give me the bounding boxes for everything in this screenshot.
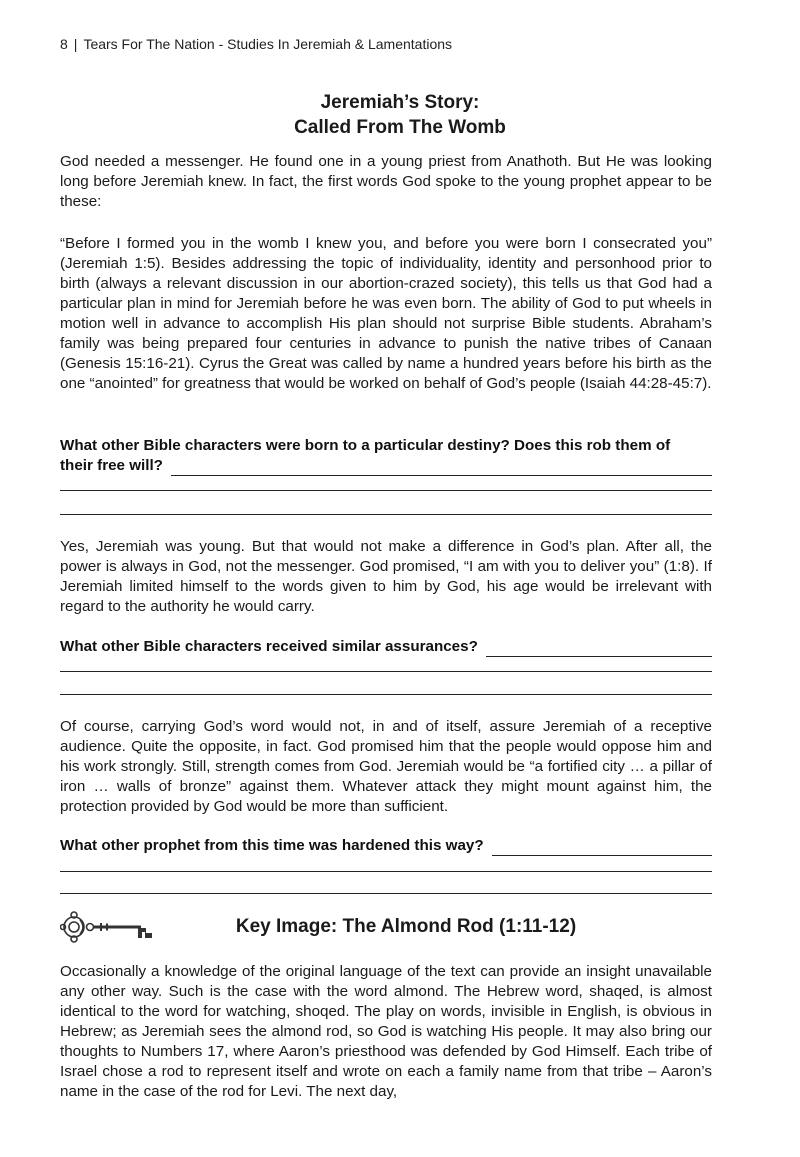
- chapter-title-line-2: Called From The Womb: [294, 117, 506, 138]
- running-head: [60, 36, 452, 52]
- paragraph-receptive: Of course, carrying God’s word would not, in and of itself, assure Jeremiah of a receptive audience. Quite the opposite, in fact. God promised him that the people would oppose him and his work strongly. Still, strength comes from God. Jeremiah would be “a fortified city … a pillar of iron … walls of bronze” against them. Whatever attack they might mount against him, the protection provided by God would be more than sufficient.: [60, 718, 712, 815]
- paragraph-intro: God needed a messenger. He found one in a young priest from Anathoth. But He was looking long before Jeremiah knew. In fact, the first words God spoke to the young prophet appear to be these:: [60, 153, 712, 210]
- page-number: 8: [60, 36, 68, 52]
- answer-blank-1[interactable]: [171, 461, 712, 476]
- key-image-heading: Key Image: The Almond Rod (1:11-12): [235, 916, 577, 937]
- question-1-line-1: What other Bible characters were born to a particular destiny? Does this rob them of: [60, 437, 671, 454]
- answer-line-1a[interactable]: [60, 490, 712, 491]
- answer-blank-3[interactable]: [492, 841, 712, 856]
- question-2: [60, 637, 712, 657]
- chapter-title-line-1: Jeremiah’s Story:: [320, 92, 480, 113]
- answer-line-1b[interactable]: [60, 514, 712, 515]
- header-separator: |: [73, 36, 78, 52]
- answer-line-3a[interactable]: [60, 871, 712, 872]
- paragraph-young: Yes, Jeremiah was young. But that would not make a difference in God’s plan. After all, the power is always in God, not the messenger. God promised, “I am with you to deliver you” (1:8). If Jeremiah limited himself to the words given to him by God, his age would be irrelevant with regard to the authority he would carry.: [60, 538, 712, 615]
- chapter-title: [0, 90, 800, 140]
- question-3: [60, 836, 712, 856]
- answer-line-2b[interactable]: [60, 694, 712, 695]
- answer-blank-2[interactable]: [486, 642, 712, 657]
- book-title: Tears For The Nation - Studies In Jeremiah & Lamentations: [83, 36, 453, 52]
- question-3-text: What other prophet from this time was hardened this way?: [60, 837, 484, 854]
- question-1: [60, 436, 712, 476]
- answer-line-3b[interactable]: [60, 893, 712, 894]
- answer-line-2a[interactable]: [60, 671, 712, 672]
- paragraph-almond: Occasionally a knowledge of the original language of the text can provide an insight unavailable any other way. Such is the case with the word almond. The Hebrew word, shaqed, is almost identical to the word for watching, shoqed. The play on words, invisible in English, is obvious in Hebrew; as Jeremiah sees the almond rod, so God is watching His people. It may also bring our thoughts to Numbers 17, where Aaron’s priesthood was defended by God Himself. Each tribe of Israel chose a rod to represent itself and wrote on each a family name from that tribe – Aaron’s name in the case of the rod for Levi. The next day,: [60, 963, 712, 1100]
- key-image-section: [60, 906, 712, 946]
- question-2-text: What other Bible characters received similar assurances?: [60, 638, 478, 655]
- paragraph-before-womb: “Before I formed you in the womb I knew you, and before you were born I consecrated you” (Jeremiah 1:5). Besides addressing the topic of individuality, identity and personhood prior to birth (always a relevant discussion in our abortion-crazed society), this tells us that God had a particular plan in mind for Jeremiah before he was even born. The ability of God to put wheels in motion well in advance to accomplish His plan should not surprise Bible students. Abraham’s family was being prepared four centuries in advance to punish the native tribes of Canaan (Genesis 15:16-21). Cyrus the Great was called by name a hundred years before his birth as the one “anointed” for greatness that would be worked on behalf of God’s people (Isaiah 44:28-45:7).: [60, 235, 712, 392]
- question-1-line-2: their free will?: [60, 457, 163, 474]
